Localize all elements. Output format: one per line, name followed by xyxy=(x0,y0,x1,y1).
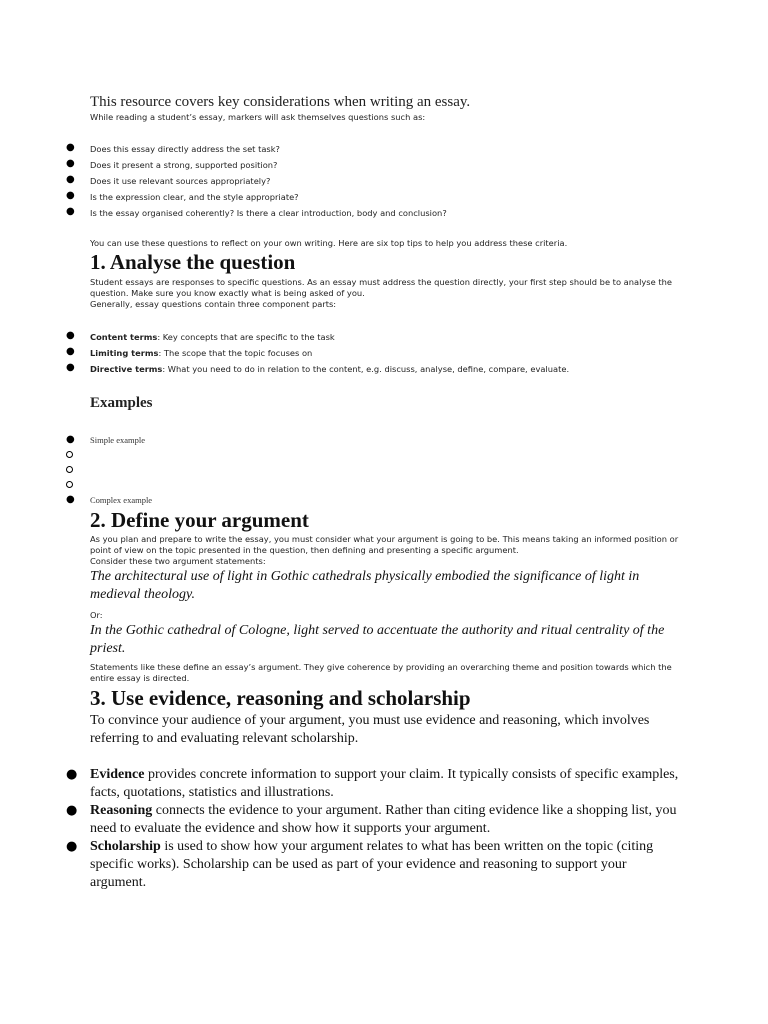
complex-example-link[interactable]: Complex example xyxy=(90,495,153,505)
bullet-icon: ● xyxy=(66,190,75,201)
bullet-icon: ● xyxy=(66,158,75,169)
list-item: ● Does this essay directly address the set task? xyxy=(66,142,280,154)
list-item: ● Does it use relevant sources appropriately? xyxy=(66,174,271,186)
list-item: Evidence provides concrete information to support your claim. It typically consists of specific examples, facts, quotations, statistics and illustrations. xyxy=(90,767,679,800)
section1-para3: Generally, essay questions contain three component parts: xyxy=(90,299,337,309)
section3-heading: 3. Use evidence, reasoning and scholarship xyxy=(90,686,471,710)
bullet-icon: ● xyxy=(66,494,75,505)
list-item: ● Limiting terms: The scope that the topic focuses on xyxy=(66,346,313,358)
sub-bullet-icon xyxy=(66,481,73,488)
section1-heading: 1. Analyse the question xyxy=(90,250,296,274)
section2-para4: Statements like these define an essay’s argument. They give coherence by providing an overarching theme and position towards which the xyxy=(90,662,672,672)
sub-bullet-icon xyxy=(66,466,73,473)
list-item: ● Directive terms: What you need to do in relation to the content, e.g. discuss, analyse, define, compare, evaluate. xyxy=(66,362,570,374)
sub-bullet-icon xyxy=(66,451,73,458)
intro-subtitle: While reading a student’s essay, markers will ask themselves questions such as: xyxy=(90,112,426,122)
list-item: ● Content terms: Key concepts that are specific to the task xyxy=(66,330,335,342)
examples-heading: Examples xyxy=(90,395,153,411)
list-item: Scholarship is used to show how your argument relates to what has been written on the topic (citing specific works). Scholarship can be used as part of your evidence and reasoning to support your argument. xyxy=(90,839,654,890)
list-item: ● Does it present a strong, supported position? xyxy=(66,158,278,170)
simple-example-link[interactable]: Simple example xyxy=(90,435,146,445)
bullet-icon: ● xyxy=(66,767,78,782)
bullet-icon: ● xyxy=(66,206,75,217)
bullet-icon: ● xyxy=(66,434,75,445)
list-item: ● Is the essay organised coherently? Is there a clear introduction, body and conclusion? xyxy=(66,206,447,218)
component-terms-list xyxy=(0,332,768,380)
section1-para1: Student essays are responses to specific questions. As an essay must address the question directly, your first step should be to analyse the xyxy=(90,277,672,287)
bullet-icon: ● xyxy=(66,330,75,341)
bullet-icon: ● xyxy=(66,174,75,185)
section2-para3: Consider these two argument statements: xyxy=(90,556,266,566)
marker-questions-list xyxy=(0,144,768,224)
tips-line: You can use these questions to reflect on your own writing. Here are six top tips to help you address these criteria. xyxy=(90,238,568,248)
bullet-icon: ● xyxy=(66,362,75,373)
bullet-icon: ● xyxy=(66,142,75,153)
or-label: Or: xyxy=(90,610,103,620)
section1-para2: question. Make sure you know exactly what is being asked of you. xyxy=(90,288,365,298)
bullet-icon: ● xyxy=(66,346,75,357)
argument-quote-1: The architectural use of light in Gothic cathedrals physically embodied the significance of light in medieval theology. xyxy=(90,569,640,602)
bullet-icon: ● xyxy=(66,803,78,818)
section2-para2: point of view on the topic presented in the question, then defining and presenting a specific argument. xyxy=(90,545,519,555)
section2-para1: As you plan and prepare to write the essay, you must consider what your argument is going to be. This means taking an informed position or xyxy=(90,534,679,544)
argument-quote-2: In the Gothic cathedral of Cologne, light served to accentuate the authority and ritual centrality of the priest. xyxy=(90,623,665,656)
list-item: Reasoning connects the evidence to your argument. Rather than citing evidence like a shopping list, you need to evaluate the evidence and show how it supports your argument. xyxy=(90,803,677,836)
section2-heading: 2. Define your argument xyxy=(90,508,309,532)
bullet-icon: ● xyxy=(66,839,78,854)
intro-title: This resource covers key considerations when writing an essay. xyxy=(90,94,471,110)
list-item: ● Is the expression clear, and the style appropriate? xyxy=(66,190,299,202)
section3-intro: To convince your audience of your argument, you must use evidence and reasoning, which involves referring to and evaluating relevant scholarship. xyxy=(90,713,650,746)
section2-para5: entire essay is directed. xyxy=(90,673,190,683)
